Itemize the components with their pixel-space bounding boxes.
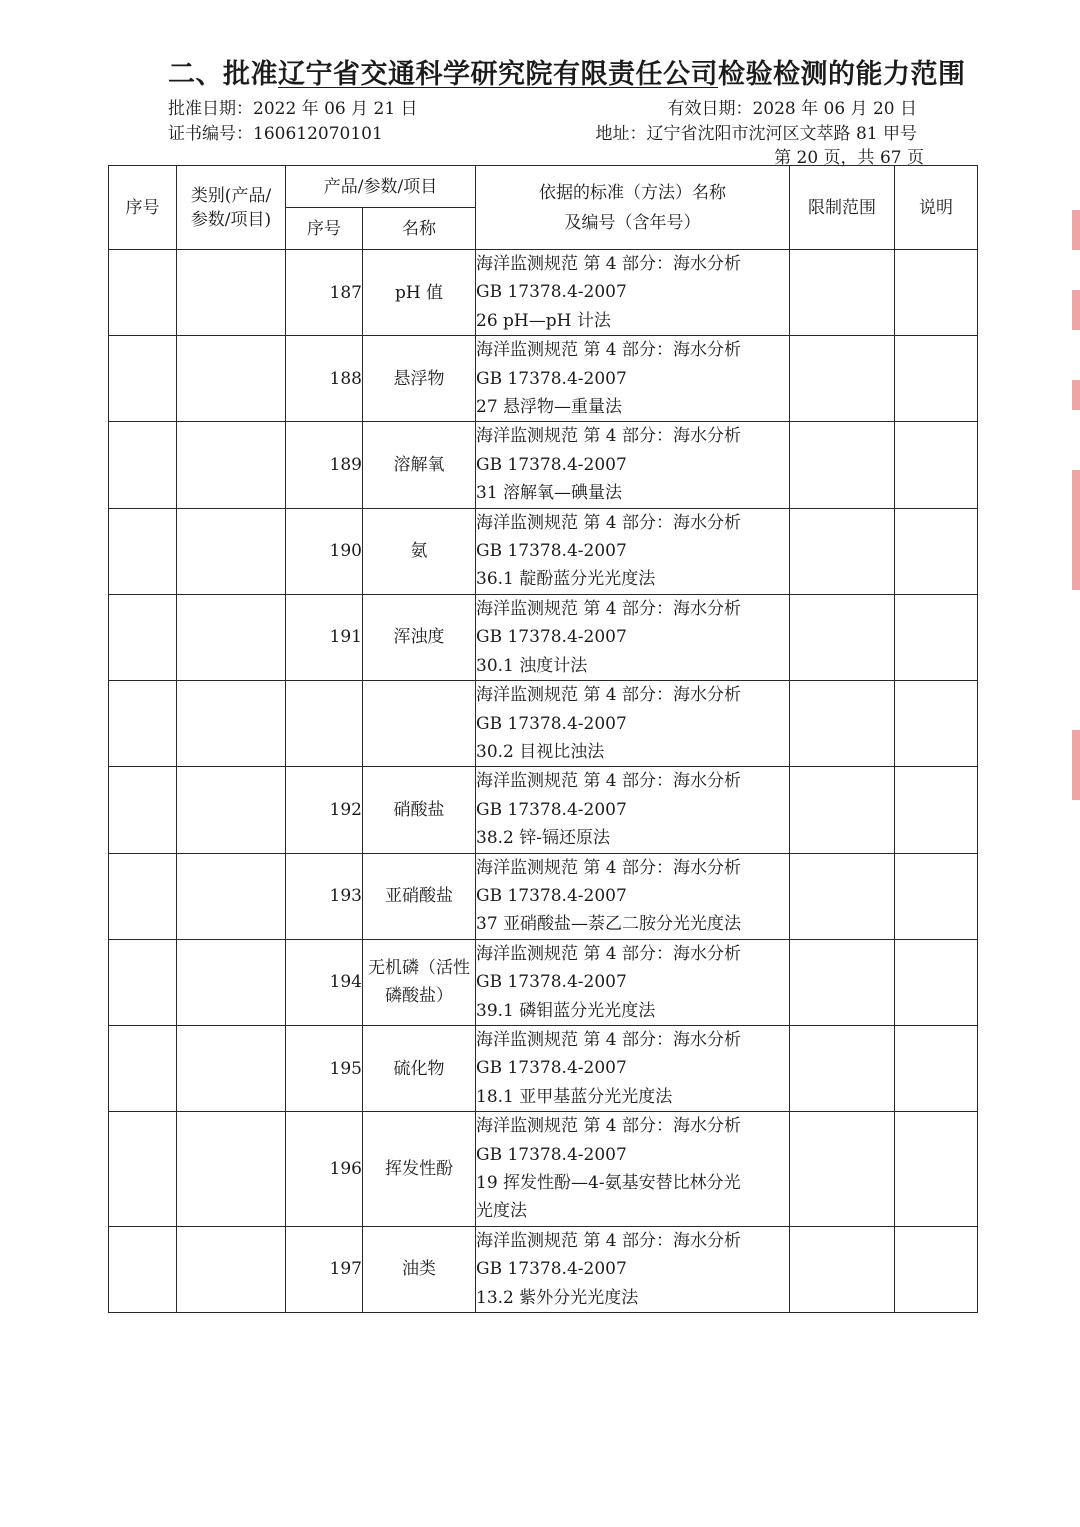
cell-category bbox=[177, 853, 286, 939]
cell-item-number: 188 bbox=[286, 336, 363, 422]
table-row bbox=[109, 1025, 978, 1111]
standard-code: GB 17378.4-2007 bbox=[476, 368, 627, 389]
cell-seq bbox=[109, 681, 177, 767]
cell-category bbox=[177, 1112, 286, 1227]
cell-item-name: 氨 bbox=[363, 508, 476, 594]
cell-item-name: 硝酸盐 bbox=[363, 767, 476, 853]
cell-item-name: 无机磷（活性磷酸盐） bbox=[363, 939, 476, 1025]
standard-method: 13.2 紫外分光光度法 bbox=[476, 1287, 639, 1308]
cell-standard bbox=[476, 767, 790, 853]
header-sub-seq: 序号 bbox=[286, 208, 363, 250]
standard-title: 海洋监测规范 第 4 部分：海水分析 bbox=[476, 598, 742, 619]
cell-category bbox=[177, 767, 286, 853]
standard-code: GB 17378.4-2007 bbox=[476, 454, 627, 475]
cell-item-number: 192 bbox=[286, 767, 363, 853]
cell-limit bbox=[790, 939, 895, 1025]
cell-limit bbox=[790, 853, 895, 939]
cell-seq bbox=[109, 767, 177, 853]
standard-code: GB 17378.4-2007 bbox=[476, 799, 627, 820]
cell-limit bbox=[790, 681, 895, 767]
standard-method: 27 悬浮物—重量法 bbox=[476, 397, 623, 418]
cell-item-name bbox=[363, 681, 476, 767]
cell-seq bbox=[109, 250, 177, 336]
standard-title: 海洋监测规范 第 4 部分：海水分析 bbox=[476, 512, 742, 533]
standard-title: 海洋监测规范 第 4 部分：海水分析 bbox=[476, 426, 742, 447]
standard-title: 海洋监测规范 第 4 部分：海水分析 bbox=[476, 1116, 742, 1137]
cell-item-number: 189 bbox=[286, 422, 363, 508]
standard-title: 海洋监测规范 第 4 部分：海水分析 bbox=[476, 340, 742, 361]
cell-category bbox=[177, 1226, 286, 1312]
standard-code: GB 17378.4-2007 bbox=[476, 885, 627, 906]
cell-category bbox=[177, 336, 286, 422]
cell-item-name: 硫化物 bbox=[363, 1025, 476, 1111]
table-row bbox=[109, 336, 978, 422]
table-row bbox=[109, 853, 978, 939]
cell-standard bbox=[476, 853, 790, 939]
standard-method: 39.1 磷钼蓝分光光度法 bbox=[476, 1000, 656, 1021]
cell-seq bbox=[109, 422, 177, 508]
cell-limit bbox=[790, 1112, 895, 1227]
cell-seq bbox=[109, 853, 177, 939]
table-row bbox=[109, 681, 978, 767]
cell-note bbox=[895, 767, 978, 853]
header-seq: 序号 bbox=[109, 166, 177, 250]
cell-seq bbox=[109, 508, 177, 594]
standard-title: 海洋监测规范 第 4 部分：海水分析 bbox=[476, 254, 742, 274]
table-row bbox=[109, 939, 978, 1025]
cell-note bbox=[895, 1226, 978, 1312]
cell-standard bbox=[476, 1025, 790, 1111]
page-title bbox=[168, 52, 966, 91]
standard-method: 26 pH—pH 计法 bbox=[476, 310, 611, 331]
standard-code: GB 17378.4-2007 bbox=[476, 1259, 627, 1280]
table-row bbox=[109, 594, 978, 680]
cell-standard bbox=[476, 594, 790, 680]
cell-seq bbox=[109, 336, 177, 422]
cell-note bbox=[895, 681, 978, 767]
standard-method: 38.2 锌-镉还原法 bbox=[476, 828, 610, 849]
standard-title: 海洋监测规范 第 4 部分：海水分析 bbox=[476, 1230, 742, 1251]
standard-method: 18.1 亚甲基蓝分光光度法 bbox=[476, 1086, 673, 1107]
header-limit: 限制范围 bbox=[790, 166, 895, 250]
cell-item-name: 浑浊度 bbox=[363, 594, 476, 680]
cell-note bbox=[895, 508, 978, 594]
cell-seq bbox=[109, 1025, 177, 1111]
cell-item-name: 挥发性酚 bbox=[363, 1112, 476, 1227]
certificate-number: 证书编号：160612070101 bbox=[168, 124, 383, 144]
header-standard bbox=[476, 166, 790, 250]
standard-code: GB 17378.4-2007 bbox=[476, 1144, 627, 1165]
cell-seq bbox=[109, 1112, 177, 1227]
standard-method: 19 挥发性酚—4-氨基安替比林分光 bbox=[476, 1173, 741, 1193]
cell-item-number: 187 bbox=[286, 250, 363, 336]
cell-note bbox=[895, 250, 978, 336]
standard-title: 海洋监测规范 第 4 部分：海水分析 bbox=[476, 685, 742, 706]
table-row bbox=[109, 1112, 978, 1227]
cell-category bbox=[177, 939, 286, 1025]
standard-method: 30.1 浊度计法 bbox=[476, 655, 588, 676]
cell-item-name: 油类 bbox=[363, 1226, 476, 1312]
cell-limit bbox=[790, 1025, 895, 1111]
standard-code: GB 17378.4-2007 bbox=[476, 282, 627, 303]
cell-item-number: 195 bbox=[286, 1025, 363, 1111]
cell-seq bbox=[109, 1226, 177, 1312]
cell-category bbox=[177, 681, 286, 767]
table-row bbox=[109, 422, 978, 508]
cell-seq bbox=[109, 939, 177, 1025]
table-row bbox=[109, 508, 978, 594]
cell-item-number: 190 bbox=[286, 508, 363, 594]
standard-code: GB 17378.4-2007 bbox=[476, 713, 627, 734]
standard-method: 36.1 靛酚蓝分光光度法 bbox=[476, 569, 656, 590]
cell-note bbox=[895, 1025, 978, 1111]
cell-standard bbox=[476, 681, 790, 767]
cell-seq bbox=[109, 594, 177, 680]
cell-item-name: 溶解氧 bbox=[363, 422, 476, 508]
cell-limit bbox=[790, 767, 895, 853]
cell-item-number: 196 bbox=[286, 1112, 363, 1227]
cell-note bbox=[895, 853, 978, 939]
standard-method-cont: 光度法 bbox=[476, 1201, 527, 1222]
cell-note bbox=[895, 336, 978, 422]
seal-fragment bbox=[1072, 730, 1080, 800]
cell-note bbox=[895, 422, 978, 508]
seal-fragment bbox=[1072, 470, 1080, 590]
header-product-group: 产品/参数/项目 bbox=[286, 166, 476, 208]
cell-category bbox=[177, 422, 286, 508]
cell-item-number bbox=[286, 681, 363, 767]
seal-fragment bbox=[1072, 290, 1080, 330]
cell-note bbox=[895, 1112, 978, 1227]
standard-title: 海洋监测规范 第 4 部分：海水分析 bbox=[476, 943, 742, 964]
cell-limit bbox=[790, 336, 895, 422]
standard-method: 31 溶解氧—碘量法 bbox=[476, 483, 623, 504]
standard-code: GB 17378.4-2007 bbox=[476, 1058, 627, 1079]
cell-note bbox=[895, 594, 978, 680]
header-category: 类别(产品/参数/项目) bbox=[177, 166, 286, 250]
standard-title: 海洋监测规范 第 4 部分：海水分析 bbox=[476, 857, 742, 878]
cell-limit bbox=[790, 250, 895, 336]
cell-standard bbox=[476, 508, 790, 594]
cell-standard bbox=[476, 939, 790, 1025]
title-organization: 辽宁省交通科学研究院有限责任公司 bbox=[278, 59, 718, 90]
cell-item-number: 191 bbox=[286, 594, 363, 680]
standard-method: 30.2 目视比浊法 bbox=[476, 741, 605, 762]
table-row bbox=[109, 767, 978, 853]
header-sub-name: 名称 bbox=[363, 208, 476, 250]
header-standard-line1: 依据的标准（方法）名称 bbox=[539, 182, 726, 203]
standard-title: 海洋监测规范 第 4 部分：海水分析 bbox=[476, 771, 742, 792]
standard-title: 海洋监测规范 第 4 部分：海水分析 bbox=[476, 1029, 742, 1050]
approval-date: 批准日期：2022 年 06 月 21 日 bbox=[168, 99, 418, 119]
standard-code: GB 17378.4-2007 bbox=[476, 972, 627, 993]
cell-category bbox=[177, 594, 286, 680]
header-note: 说明 bbox=[895, 166, 978, 250]
standard-code: GB 17378.4-2007 bbox=[476, 541, 627, 562]
cell-limit bbox=[790, 594, 895, 680]
cell-limit bbox=[790, 422, 895, 508]
capability-table bbox=[108, 165, 978, 1313]
cell-limit bbox=[790, 508, 895, 594]
cell-item-name: pH 值 bbox=[363, 250, 476, 336]
table-row bbox=[109, 250, 978, 336]
table-row bbox=[109, 1226, 978, 1312]
cell-item-number: 197 bbox=[286, 1226, 363, 1312]
title-prefix: 二、批准 bbox=[168, 59, 278, 90]
cell-standard bbox=[476, 1226, 790, 1312]
cell-category bbox=[177, 1025, 286, 1111]
page-number: 第 20 页，共 67 页 bbox=[774, 148, 924, 168]
cell-note bbox=[895, 939, 978, 1025]
cell-item-number: 193 bbox=[286, 853, 363, 939]
standard-code: GB 17378.4-2007 bbox=[476, 627, 627, 648]
cell-standard bbox=[476, 250, 790, 336]
cell-standard bbox=[476, 1112, 790, 1227]
cell-category bbox=[177, 250, 286, 336]
header-standard-line2: 及编号（含年号） bbox=[564, 212, 701, 233]
cell-item-number: 194 bbox=[286, 939, 363, 1025]
cell-item-name: 亚硝酸盐 bbox=[363, 853, 476, 939]
seal-fragment bbox=[1072, 210, 1080, 250]
standard-method: 37 亚硝酸盐—萘乙二胺分光光度法 bbox=[476, 914, 742, 935]
cell-standard bbox=[476, 336, 790, 422]
seal-fragment bbox=[1072, 380, 1080, 410]
cell-item-name: 悬浮物 bbox=[363, 336, 476, 422]
cell-limit bbox=[790, 1226, 895, 1312]
cell-standard bbox=[476, 422, 790, 508]
title-suffix: 检验检测的能力范围 bbox=[718, 59, 966, 90]
valid-date: 有效日期：2028 年 06 月 20 日 bbox=[667, 99, 917, 119]
cell-category bbox=[177, 508, 286, 594]
address: 地址：辽宁省沈阳市沈河区文萃路 81 甲号 bbox=[595, 124, 917, 144]
